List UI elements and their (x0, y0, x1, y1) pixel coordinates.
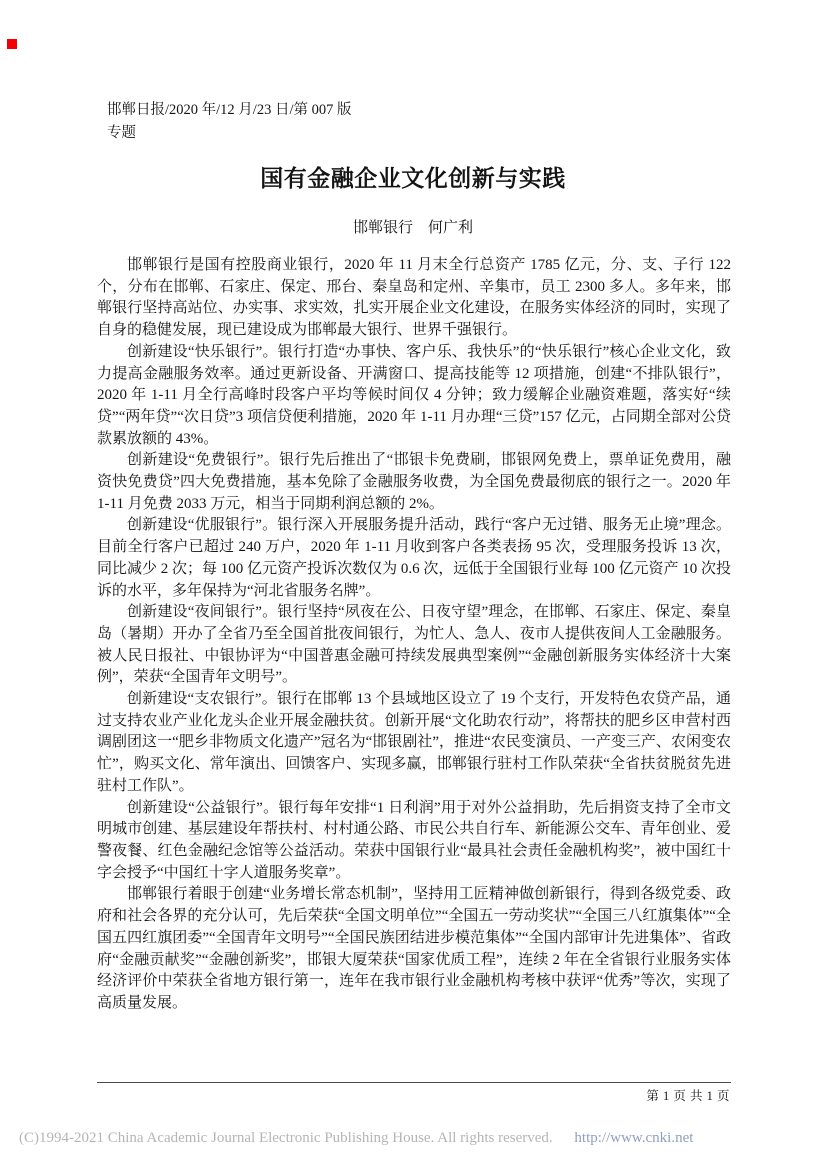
page-indicator: 第 1 页 共 1 页 (646, 1089, 730, 1103)
paragraph-4: 创新建设“优服银行”。银行深入开展服务提升活动，践行“客户无过错、服务无止境”理念。目前全行客户已超过 240 万户，2020 年 1-11 月收到客户各类表扬 95 次，受理服务投诉 13 次，同比减少 2 次；每 100 亿元资产投诉次数仅为 0.6 次，远低于全国银行业每 100 亿元资产 10 次投诉的水平，多年保持为“河北省服务名牌”。 (97, 517, 731, 599)
paragraph-1: 邯郸银行是国有控股商业银行，2020 年 11 月末全行总资产 1785 亿元，分、支、子行 122 个，分布在邯郸、石家庄、保定、邢台、秦皇岛和定州、辛集市，员工 2300 多人。多年来，邯郸银行坚持高站位、办实事、求实效，扎实开展企业文化建设，在服务实体经济的同时，实现了自身的稳健发展，现已建设成为邯郸最大银行、世界千强银行。 (97, 257, 731, 339)
paragraph-8: 邯郸银行着眼于创建“业务增长常态机制”，坚持用工匠精神做创新银行，得到各级党委、政府和社会各界的充分认可，先后荣获“全国文明单位”“全国五一劳动奖状”“全国三八红旗集体”“全国五四红旗团委”“全国青年文明号”“全国民族团结进步模范集体”“全国内部审计先进集体”、省政府“金融贡献奖”“金融创新奖”，邯银大厦荣获“国家优质工程”，连续 2 年在全省银行业服务实体经济评价中荣获全省地方银行第一，连年在我市银行业金融机构考核中获评“优秀”等次，实现了高质量发展。 (97, 886, 731, 1011)
article-header (107, 99, 352, 144)
paragraph-2: 创新建设“快乐银行”。银行打造“办事快、客户乐、我快乐”的“快乐银行”核心企业文化，致力提高金融服务效率。通过更新设备、开满窗口、提高技能等 12 项措施，创建“不排队银行”，2020 年 1-11 月全行高峰时段客户平均等候时间仅 4 分钟；致力缓解企业融资难题，落实好“续贷”“两年贷”“次日贷”3 项信贷便利措施，2020 年 1-11 月办理“三贷”157 亿元，占同期全部对公贷款累放额的 43%。 (97, 343, 731, 447)
footer-divider (97, 1082, 731, 1083)
source-line: 邯郸日报/2020 年/12 月/23 日/第 007 版 (107, 102, 352, 118)
article-body (97, 255, 731, 1015)
red-square-marker (7, 39, 17, 49)
article-title: 国有金融企业文化创新与实践 (260, 166, 566, 191)
paragraph-7: 创新建设“公益银行”。银行每年安排“1 日利润”用于对外公益捐助，先后捐资支持了全市文明城市创建、基层建设年帮扶村、村村通公路、市民公共自行车、新能源公交车、青年创业、爱警夜餐、红色金融纪念馆等公益活动。荣获中国银行业“最具社会责任金融机构奖”，被中国红十字会授予“中国红十字人道服务奖章”。 (97, 799, 731, 881)
column-label: 专题 (107, 124, 136, 141)
cnki-url: http://www.cnki.net (574, 1130, 694, 1146)
paragraph-6: 创新建设“支农银行”。银行在邯郸 13 个县域地区设立了 19 个支行，开发特色农贷产品，通过支持农业产业化龙头企业开展金融扶贫。创新开展“文化助农行动”，将帮扶的肥乡区申营村西调剧团这一“肥乡非物质文化遗产”冠名为“邯银剧社”，推进“农民变演员、一产变三产、农闲变农忙”，购买文化、常年演出、回馈客户、实现多赢，邯郸银行驻村工作队荣获“全省扶贫脱贫先进驻村工作队”。 (97, 691, 731, 794)
copyright-bar (19, 1130, 693, 1147)
copyright-notice: (C)1994-2021 China Academic Journal Electronic Publishing House. All rights reserved. (19, 1130, 553, 1146)
article-byline: 邯郸银行 何广利 (352, 220, 473, 236)
paragraph-3: 创新建设“免费银行”。银行先后推出了“邯银卡免费刷，邯银网免费上，票单证免费用，融资快免费贷”四大免费措施，基本免除了金融服务收费，为全国免费最彻底的银行之一。2020 年 1-11 月免费 2033 万元，相当于同期利润总额的 2%。 (97, 452, 731, 512)
paragraph-5: 创新建设“夜间银行”。银行坚持“夙夜在公、日夜守望”理念，在邯郸、石家庄、保定、秦皇岛（暑期）开办了全省乃至全国首批夜间银行，为忙人、急人、夜市人提供夜间人工金融服务。被人民日报社、中银协评为“中国普惠金融可持续发展典型案例”“金融创新服务实体经济十大案例”，荣获“全国青年文明号”。 (97, 604, 731, 686)
